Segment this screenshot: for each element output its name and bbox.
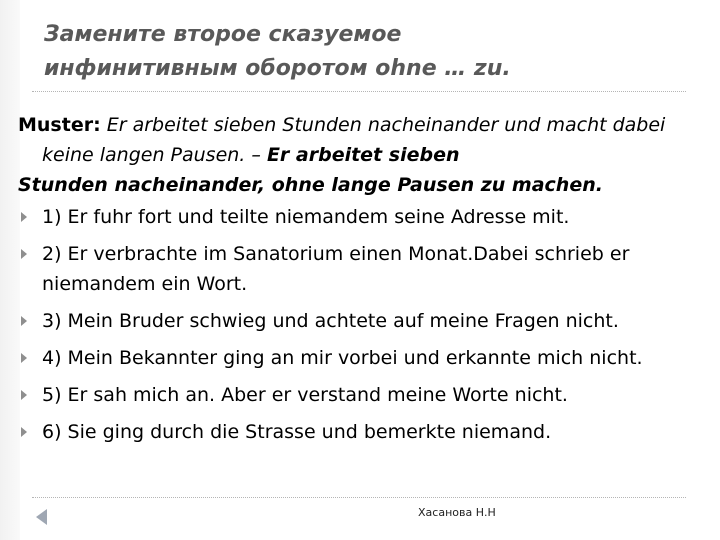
exercise-text-5: 5) Er sah mich an. Aber er verstand meine Worte nicht. [42,384,568,406]
muster-answer-2: Stunden nacheinander, ohne lange Pausen zu machen. [18,174,603,196]
triangle-right-icon [21,353,27,363]
exercise-item-3 [18,306,708,336]
triangle-right-icon [21,316,27,326]
triangle-right-icon [21,390,27,400]
title-line-1: Замените второе сказуемое [44,22,402,47]
exercise-text-6: 6) Sie ging durch die Strasse und bemerkte niemand. [42,421,552,443]
muster-label: Muster: [18,114,101,136]
muster-sentence-2: keine langen Pausen. – [42,144,267,166]
footer-author: Хасанова Н.Н [418,506,496,519]
triangle-right-icon [21,212,27,222]
exercise-item-1 [18,202,708,232]
exercise-text-1: 1) Er fuhr fort und teilte niemandem seine Adresse mit. [42,206,570,228]
slide-content [18,110,708,454]
slide-title [44,18,684,86]
exercise-item-4 [18,343,708,373]
title-divider [32,91,686,92]
muster-sentence-1: Er arbeitet sieben Stunden nacheinander und macht dabei [100,114,666,136]
triangle-right-icon [21,427,27,437]
footer-divider [32,497,686,498]
exercise-item-2 [18,239,708,299]
triangle-right-icon [21,249,27,259]
exercise-item-6 [18,417,708,447]
muster-line-2 [18,140,708,170]
muster-example [18,110,708,200]
exercise-text-3: 3) Mein Bruder schwieg und achtete auf meine Fragen nicht. [42,310,619,332]
exercise-item-5 [18,380,708,410]
exercise-text-4: 4) Mein Bekannter ging an mir vorbei und erkannte mich nicht. [42,347,643,369]
title-line-2: инфинитивным оборотом ohne … zu. [44,56,511,81]
slide-left-band [0,0,20,540]
exercise-list [18,202,708,447]
muster-answer-1: Er arbeitet sieben [266,144,460,166]
exercise-text-2: 2) Er verbrachte im Sanatorium einen Monat.Dabei schrieb er niemandem ein Wort. [42,243,630,295]
triangle-left-icon[interactable] [36,509,47,525]
